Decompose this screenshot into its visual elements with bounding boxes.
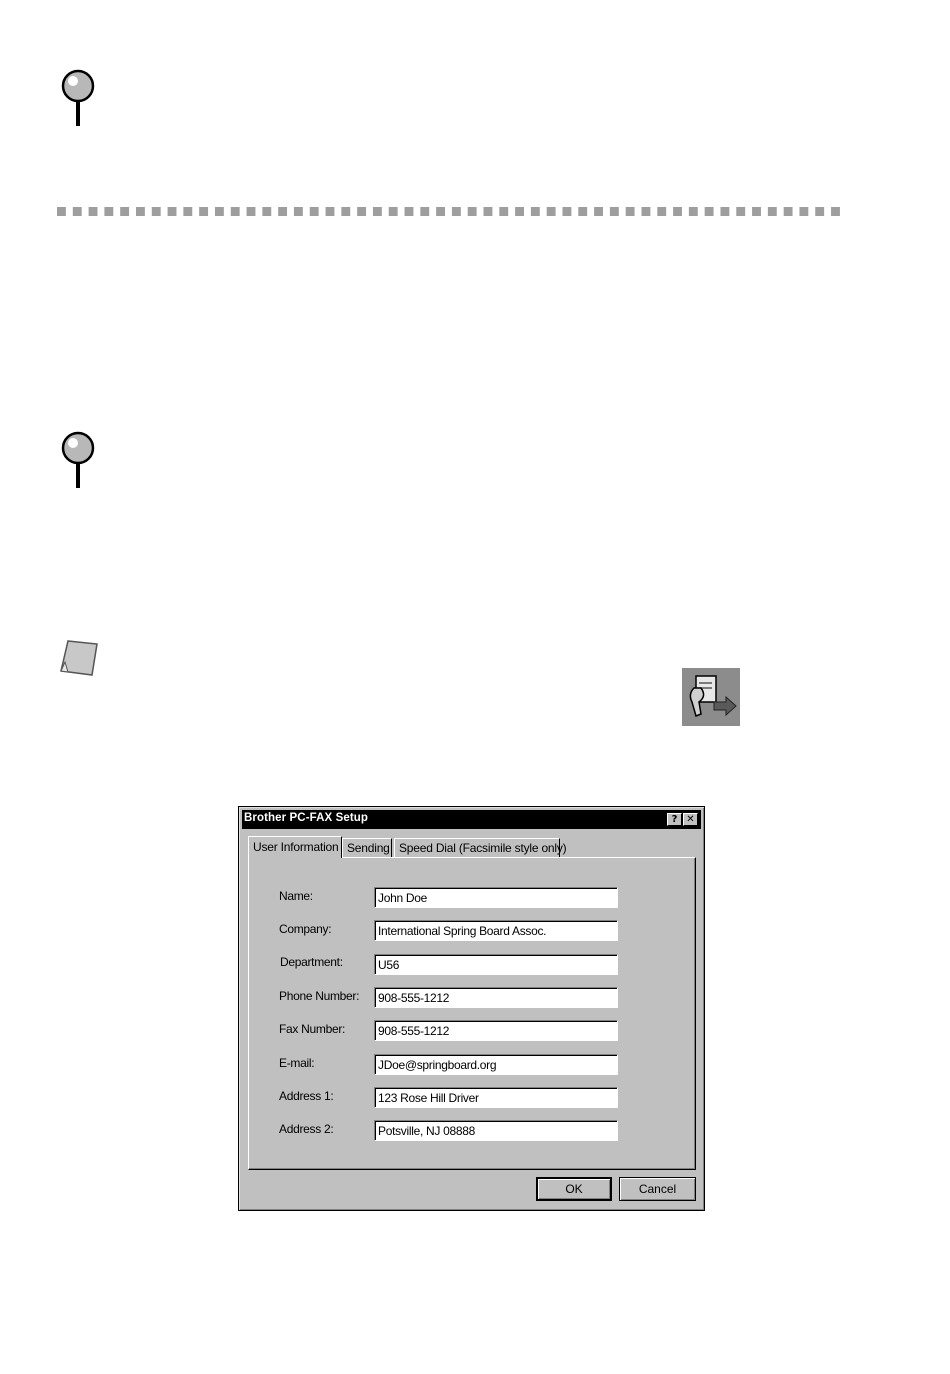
dialog-titlebar[interactable] [242,810,701,829]
name-label: Name: [279,889,313,903]
department-label: Department: [280,955,343,969]
dialog-title: Brother PC-FAX Setup [244,812,369,824]
tab-user-information[interactable]: User Information [248,836,342,858]
company-label: Company: [279,922,332,936]
magnifier-tip-icon [56,428,100,492]
tab-speed-dial[interactable]: Speed Dial (Facsimile style only) [394,838,560,857]
address-2-field[interactable]: Potsville, NJ 08888 [374,1120,618,1141]
phone-number-field[interactable]: 908-555-1212 [374,987,618,1008]
magnifier-tip-icon [56,66,100,130]
tab-sending[interactable]: Sending [342,838,392,857]
name-field[interactable]: John Doe [374,887,618,908]
section-divider [57,207,841,216]
pc-fax-setup-icon [682,668,740,726]
address-2-label: Address 2: [279,1122,334,1136]
fax-number-label: Fax Number: [279,1022,346,1036]
address-1-label: Address 1: [279,1089,334,1103]
note-paper-icon [58,638,100,678]
company-field[interactable]: International Spring Board Assoc. [374,920,618,941]
cancel-button[interactable]: Cancel [619,1177,696,1201]
phone-number-label: Phone Number: [279,989,360,1003]
fax-number-field[interactable]: 908-555-1212 [374,1020,618,1041]
email-field[interactable]: JDoe@springboard.org [374,1054,618,1075]
address-1-field[interactable]: 123 Rose Hill Driver [374,1087,618,1108]
email-label: E-mail: [279,1056,315,1070]
ok-button[interactable]: OK [536,1177,612,1201]
close-button[interactable]: ✕ [683,813,698,826]
help-button[interactable]: ? [667,813,682,826]
department-field[interactable]: U56 [374,954,618,975]
